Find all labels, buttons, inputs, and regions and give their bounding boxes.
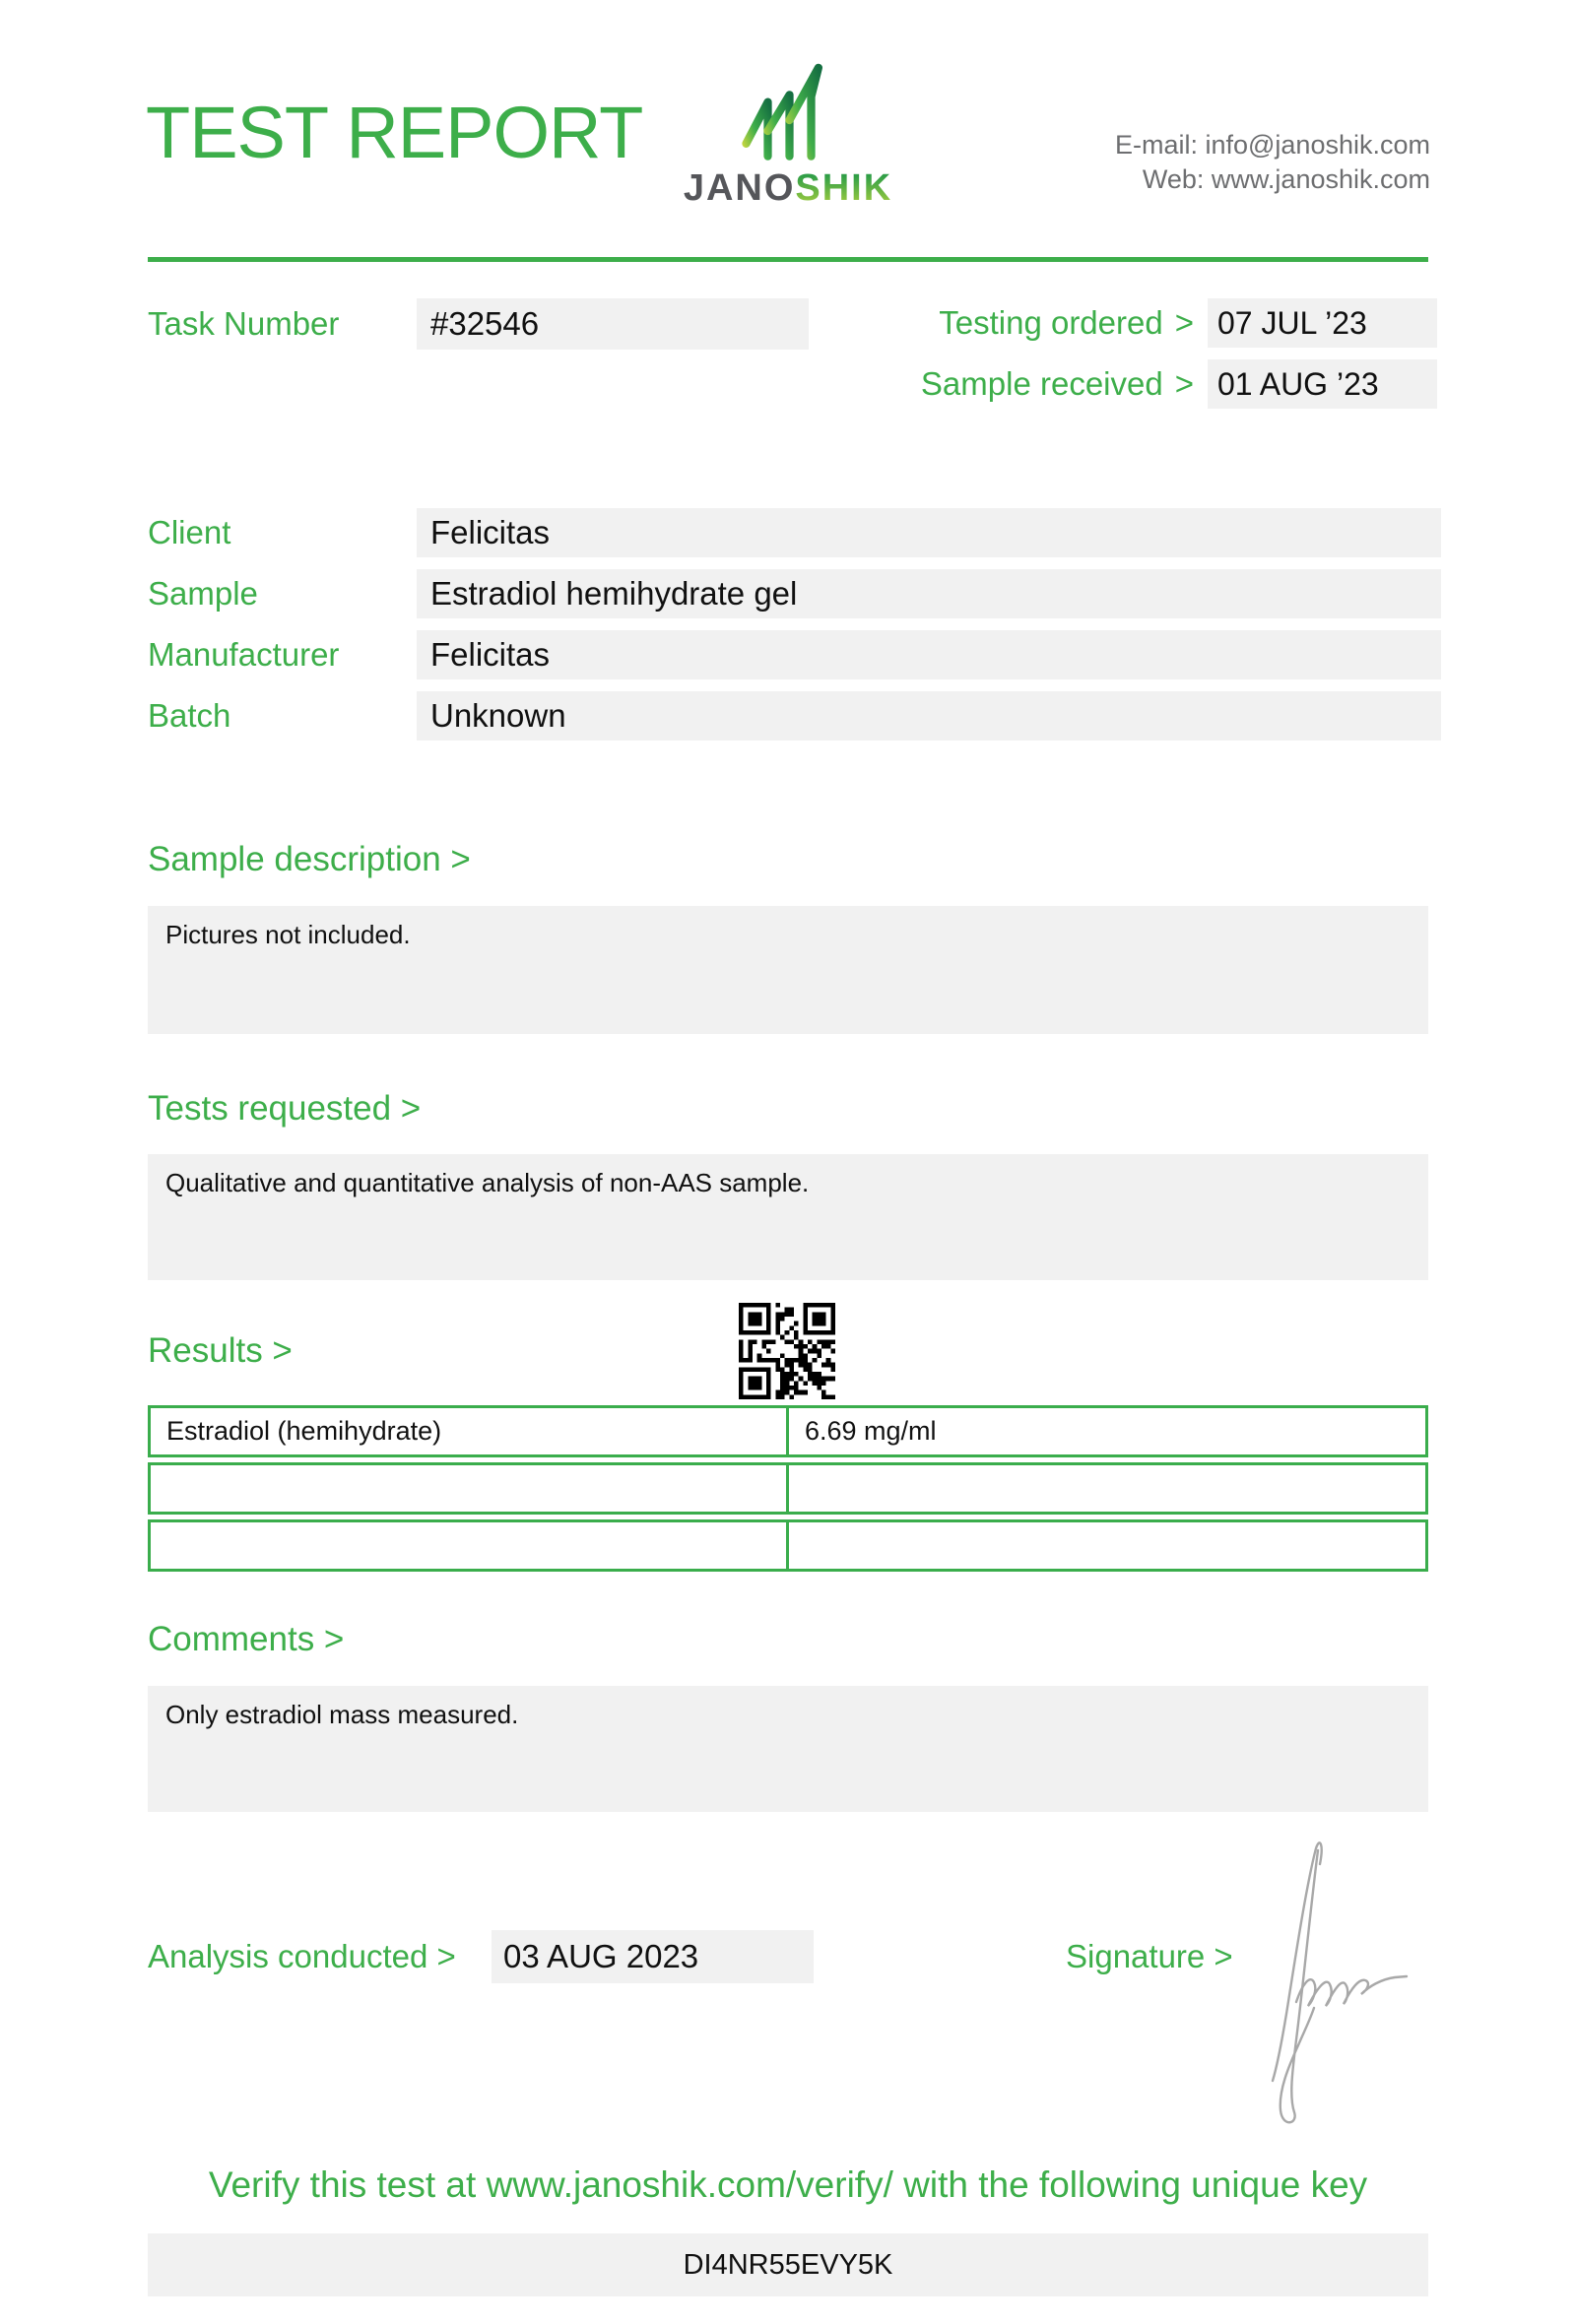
results-heading: Results > [148, 1331, 293, 1370]
sample-received-label: Sample received > [920, 365, 1194, 402]
testing-ordered-arrow: > [1174, 304, 1194, 341]
sample-received-value: 01 AUG ’23 [1208, 359, 1437, 409]
contact-email: E-mail: info@janoshik.com [1114, 130, 1430, 160]
batch-label: Batch [148, 697, 231, 734]
batch-value: Unknown [417, 691, 1441, 741]
testing-ordered-value: 07 JUL ’23 [1208, 298, 1437, 348]
results-table-divider [786, 1408, 789, 1454]
qr-code [739, 1303, 835, 1399]
sample-description-text: Pictures not included. [165, 920, 411, 949]
signature-label: Signature > [1066, 1938, 1233, 1974]
sample-description-heading: Sample description > [148, 840, 471, 878]
contact-web: Web: www.janoshik.com [1142, 164, 1430, 194]
comments-heading: Comments > [148, 1620, 345, 1658]
results-table-divider [786, 1465, 789, 1512]
task-number-value: #32546 [417, 298, 809, 350]
manufacturer-value: Felicitas [417, 630, 1441, 679]
results-table-row [148, 1519, 1428, 1572]
results-table-divider [786, 1522, 789, 1569]
results-table-row [148, 1462, 1428, 1515]
unique-key-bar [148, 2233, 1428, 2296]
task-number-label: Task Number [148, 305, 340, 342]
contact-block [985, 128, 1430, 197]
sample-label: Sample [148, 575, 258, 612]
verify-instruction: Verify this test at www.janoshik.com/verify/ with the following unique key [208, 2164, 1368, 2205]
sample-received-arrow: > [1174, 365, 1194, 402]
analysis-date-value: 03 AUG 2023 [492, 1930, 814, 1983]
comments-box [148, 1686, 1428, 1812]
analysis-conducted-label: Analysis conducted > [148, 1938, 456, 1974]
page-title: TEST REPORT [146, 92, 643, 173]
logo-wordmark [680, 167, 896, 210]
signature-image [1269, 1827, 1436, 2142]
logo-word-green: SHIK [795, 167, 893, 209]
logo-word-gray: JANO [683, 167, 796, 209]
header-divider [148, 257, 1428, 262]
testing-ordered-label: Testing ordered > [939, 304, 1194, 341]
client-value: Felicitas [417, 508, 1441, 557]
sample-description-box [148, 906, 1428, 1034]
tests-requested-box [148, 1154, 1428, 1280]
results-table-row [148, 1405, 1428, 1457]
manufacturer-label: Manufacturer [148, 636, 340, 673]
sample-value: Estradiol hemihydrate gel [417, 569, 1441, 618]
tests-requested-heading: Tests requested > [148, 1089, 422, 1128]
tests-requested-text: Qualitative and quantitative analysis of non-AAS sample. [165, 1168, 810, 1197]
client-label: Client [148, 514, 231, 550]
unique-key-value: DI4NR55EVY5K [683, 2249, 893, 2281]
result-analyte: Estradiol (hemihydrate) [166, 1416, 442, 1446]
result-value: 6.69 mg/ml [805, 1416, 937, 1446]
growth-chart-logo-icon [739, 55, 829, 163]
comments-text: Only estradiol mass measured. [165, 1700, 519, 1729]
